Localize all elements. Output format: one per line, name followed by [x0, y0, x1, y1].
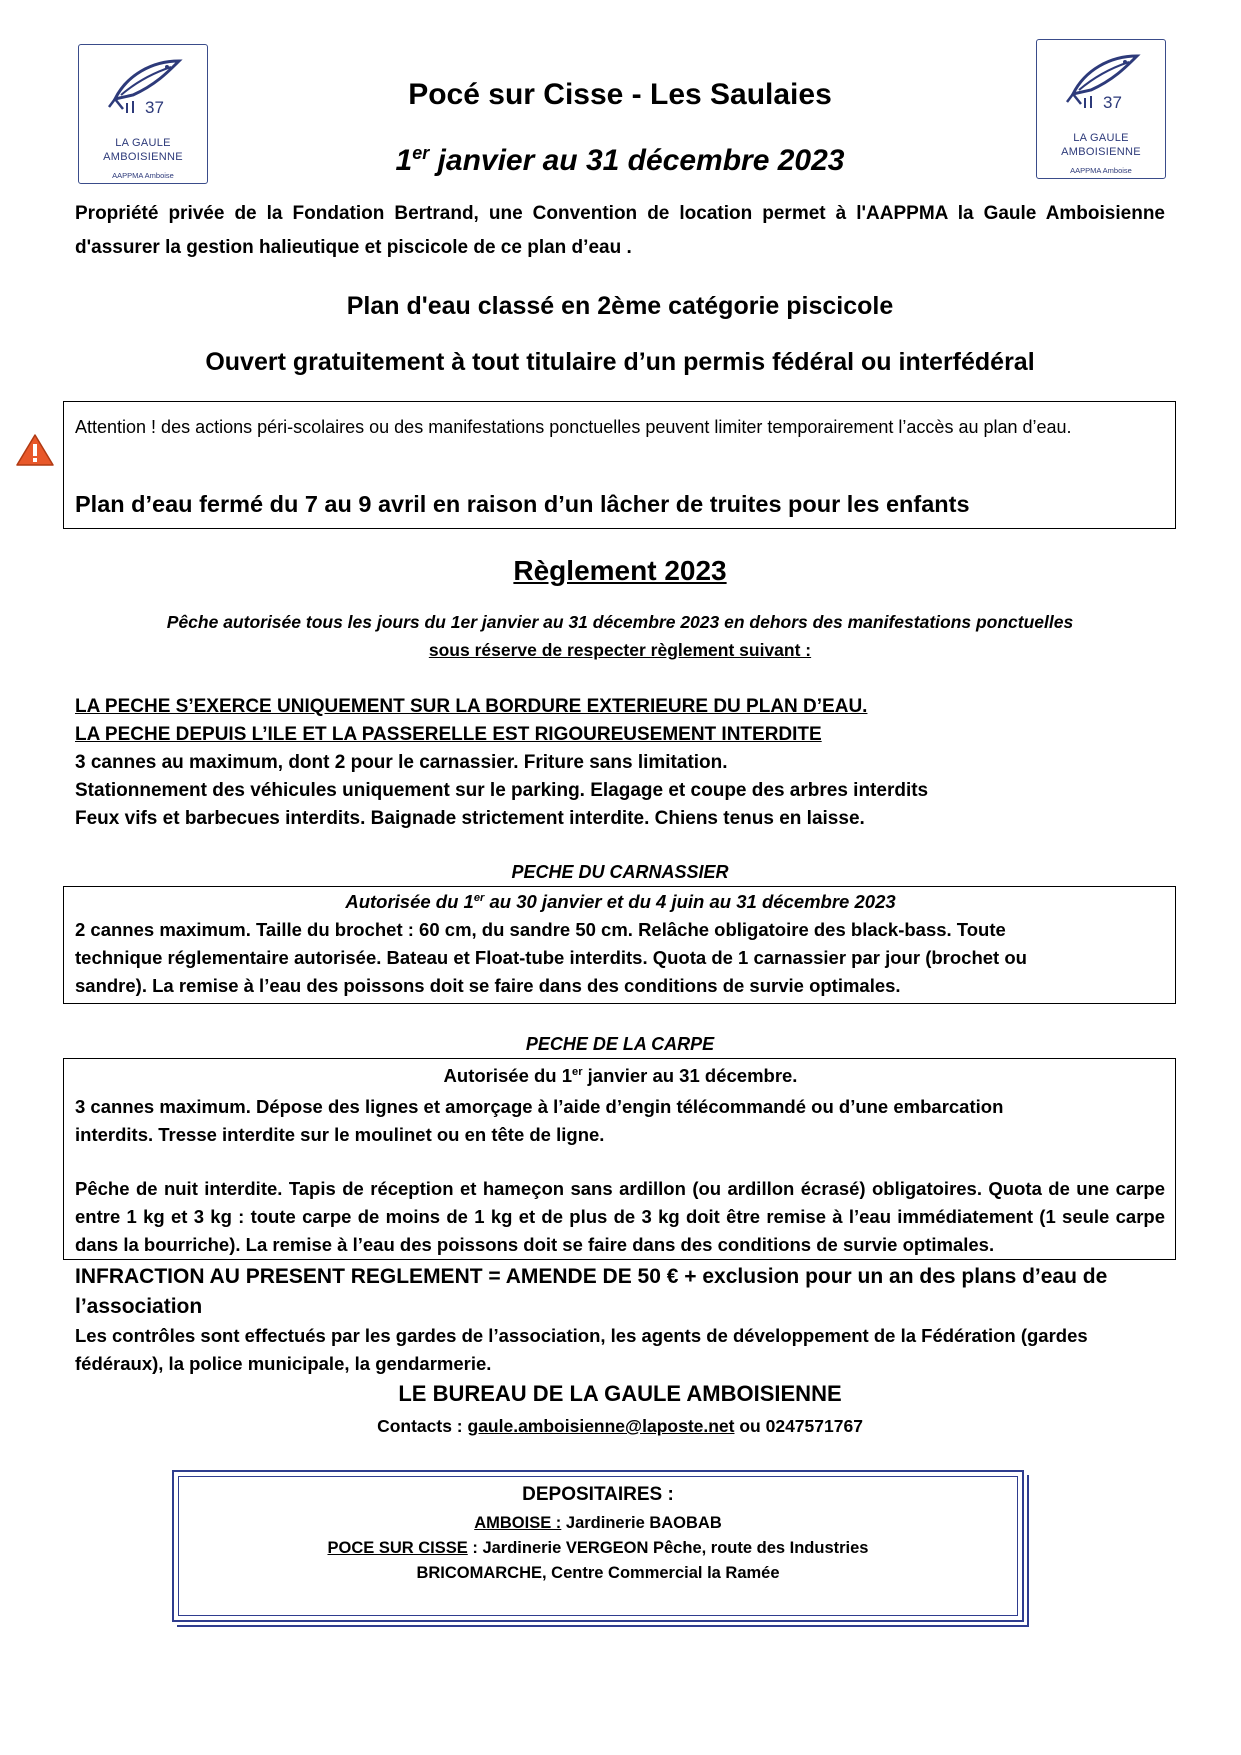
contacts-label: Contacts : [377, 1416, 468, 1436]
carpe-text1: 3 cannes maximum. Dépose des lignes et amorçage à l’aide d’engin télécommandé ou d’une embarcation interdits. Tresse interdite sur le moulinet ou en tête de ligne. [75, 1096, 1004, 1145]
logo-number: 37 [1103, 93, 1122, 112]
bureau-signature: LE BUREAU DE LA GAULE AMBOISIENNE [398, 1381, 842, 1406]
rule-line: Feux vifs et barbecues interdits. Baignade strictement interdite. Chiens tenus en laisse. [75, 808, 865, 829]
classification-line2: Ouvert gratuitement à tout titulaire d’un permis fédéral ou interfédéral [205, 348, 1035, 376]
carpe-heading: PECHE DE LA CARPE [525, 1034, 715, 1054]
carnassier-period-sup: er [473, 891, 485, 904]
date-post: janvier au 31 décembre 2023 [429, 144, 845, 177]
carnassier-line: 2 cannes maximum. Taille du brochet : 60 cm, du sandre 50 cm. Relâche obligatoire des black-bass. Toute [75, 919, 1006, 940]
carpe-period-post: janvier au 31 décembre. [582, 1065, 798, 1086]
carpe-period [64, 1065, 1177, 1087]
depositaire-row3: BRICOMARCHE, Centre Commercial la Ramée [416, 1564, 780, 1582]
carpe-period-pre: Autorisée du 1 [443, 1065, 573, 1086]
rule-line: Stationnement des véhicules uniquement sur le parking. Elagage et coupe des arbres interdits [75, 780, 929, 801]
logo-right [1036, 39, 1166, 179]
date-sup: er [412, 143, 430, 163]
page-title: Pocé sur Cisse - Les Saulaies [408, 78, 832, 111]
depositaire-row2-value: : Jardinerie VERGEON Pêche, route des Industries [467, 1539, 869, 1557]
depositaire-row1-value: Jardinerie BAOBAB [561, 1514, 722, 1532]
email-link[interactable]: gaule.amboisienne@laposte.net [467, 1416, 735, 1436]
rule-line: LA PECHE S’EXERCE UNIQUEMENT SUR LA BORDURE EXTERIEURE DU PLAN D’EAU. [75, 696, 868, 717]
carnassier-heading: PECHE DU CARNASSIER [511, 862, 729, 882]
logo-line3: AAPPMA Amboise [112, 171, 174, 180]
rule-line: LA PECHE DEPUIS L’ILE ET LA PASSERELLE EST RIGOUREUSEMENT INTERDITE [75, 724, 822, 745]
warning-triangle-icon [15, 433, 55, 467]
logo-line1: LA GAULE [1073, 132, 1129, 144]
logo-line2: AMBOISIENNE [103, 151, 183, 163]
rule-line: 3 cannes au maximum, dont 2 pour le carnassier. Friture sans limitation. [75, 752, 728, 773]
depositaire-row1 [174, 1514, 1022, 1533]
infraction-text: INFRACTION AU PRESENT REGLEMENT = AMENDE DE 50 € + exclusion pour un an des plans d’eau de l’association [75, 1265, 1108, 1318]
logo-line2: AMBOISIENNE [1061, 146, 1141, 158]
depositaire-row2 [174, 1539, 1022, 1558]
intro-text: Propriété privée de la Fondation Bertrand, une Convention de location permet à l'AAPPMA la Gaule Amboisienne d'assurer la gestion halieutique et piscicole de ce plan d’eau . [75, 203, 1165, 258]
rules-sub2: sous réserve de respecter règlement suivant : [428, 640, 812, 660]
logo-line3: AAPPMA Amboise [1070, 166, 1132, 175]
carnassier-line: technique réglementaire autorisée. Bateau et Float-tube interdits. Quota de 1 carnassier par jour (brochet ou [75, 947, 1027, 968]
warning-closure: Plan d’eau fermé du 7 au 9 avril en raison d’un lâcher de truites pour les enfants [75, 491, 970, 517]
logo-line1: LA GAULE [115, 137, 171, 149]
rules-title: Règlement 2023 [513, 555, 727, 586]
carnassier-period-post: au 30 janvier et du 4 juin au 31 décembre 2023 [484, 891, 896, 912]
depositaires-title: DEPOSITAIRES : [522, 1484, 674, 1505]
phone-number: 0247571767 [765, 1416, 863, 1436]
carnassier-period [64, 891, 1177, 913]
depositaires-box [172, 1470, 1024, 1622]
contacts-separator: ou [734, 1416, 766, 1436]
depositaire-row2-label: POCE SUR CISSE [327, 1539, 468, 1557]
logo-left [78, 44, 208, 184]
depositaire-row1-label: AMBOISE : [474, 1514, 562, 1532]
warning-text: Attention ! des actions péri-scolaires ou des manifestations ponctuelles peuvent limiter temporairement l’accès au plan d’eau. [75, 417, 1072, 437]
classification-line1: Plan d'eau classé en 2ème catégorie piscicole [346, 292, 894, 320]
warning-box [63, 401, 1176, 529]
carnassier-line: sandre). La remise à l’eau des poissons doit se faire dans des conditions de survie optimales. [75, 975, 901, 996]
date-range [300, 144, 940, 178]
rules-sub1: Pêche autorisée tous les jours du 1er janvier au 31 décembre 2023 en dehors des manifestations ponctuelles [166, 612, 1074, 632]
carpe-text2: Pêche de nuit interdite. Tapis de réception et hameçon sans ardillon (ou ardillon écrasé) obligatoires. Quota de une carpe entre 1 kg et 3 kg : toute carpe de moins de 1 kg et de plus de 3 kg doit être remise à l’eau immédiatement (1 seule carpe dans la bourriche). La remise à l’eau des poissons doit se faire dans des conditions de survie optimales. [75, 1178, 1165, 1255]
carpe-period-sup: er [572, 1065, 583, 1078]
carnassier-period-pre: Autorisée du 1 [345, 891, 474, 912]
carnassier-box [63, 886, 1176, 1004]
controls-text: Les contrôles sont effectués par les gardes de l’association, les agents de développement de la Fédération (gardes fédéraux), la police municipale, la gendarmerie. [75, 1325, 1088, 1374]
contacts-line [300, 1416, 940, 1437]
carpe-box [63, 1058, 1176, 1260]
date-pre: 1 [395, 144, 413, 177]
logo-number: 37 [145, 98, 164, 117]
